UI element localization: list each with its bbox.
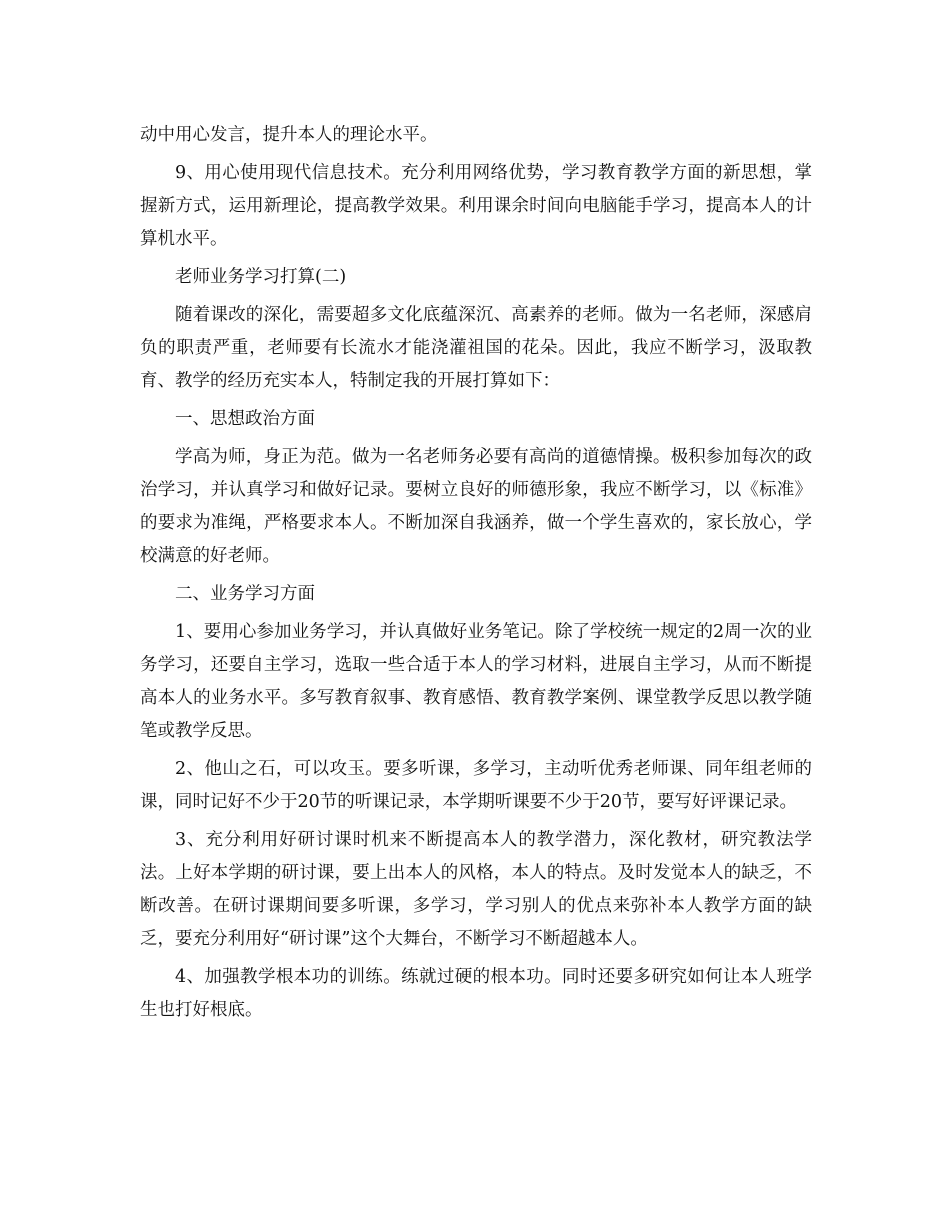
paragraph-item-4: 4、加强教学根本功的训练。练就过硬的根本功。同时还要多研究如何让本人班学生也打好根底。 bbox=[140, 967, 812, 1020]
paragraph-item-3: 3、充分利用好研讨课时机来不断提高本人的教学潜力，深化教材，研究教法学法。上好本学期的研讨课，要上出本人的风格，本人的特点。及时发觉本人的缺乏，不断改善。在研讨课期间要多听课，多学习，学习别人的优点来弥补本人教学方面的缺乏，要充分利用好“研讨课”这个大舞台，不断学习不断超越本人。 bbox=[140, 830, 812, 949]
paragraph-item-9: 9、用心使用现代信息技术。充分利用网络优势，学习教育教学方面的新思想，掌握新方式，运用新理论，提高教学效果。利用课余时间向电脑能手学习，提高本人的计算机水平。 bbox=[140, 163, 812, 249]
paragraph-ideology: 学高为师，身正为范。做为一名老师务必要有高尚的道德情操。极积参加每次的政治学习，并认真学习和做好记录。要树立良好的师德形象，我应不断学习，以《标准》的要求为准绳，严格要求本人。不断加深自我涵养，做一个学生喜欢的，家长放心，学校满意的好老师。 bbox=[140, 447, 812, 566]
heading-professional-study: 二、业务学习方面 bbox=[175, 584, 315, 604]
paragraph-item-1: 1、要用心参加业务学习，并认真做好业务笔记。除了学校统一规定的2周一次的业务学习，还要自主学习，选取一些合适于本人的学习材料，进展自主学习，从而不断提高本人的业务水平。多写教育叙事、教育感悟、教育教学案例、课堂教学反思以教学随笔或教学反思。 bbox=[140, 622, 812, 741]
paragraph-item-2: 2、他山之石，可以攻玉。要多听课，多学习，主动听优秀老师课、同年组老师的课，同时记好不少于20节的听课记录，本学期听课要不少于20节，要写好评课记录。 bbox=[140, 759, 812, 812]
paragraph-continuation: 动中用心发言，提升本人的理论水平。 bbox=[140, 125, 438, 145]
heading-ideology: 一、思想政治方面 bbox=[175, 409, 315, 429]
document-body bbox=[140, 119, 812, 1032]
paragraph-intro: 随着课改的深化，需要超多文化底蕴深沉、高素养的老师。做为一名老师，深感肩负的职责严重，老师要有长流水才能浇灌祖国的花朵。因此，我应不断学习，汲取教育、教学的经历充实本人，特制定我的开展打算如下： bbox=[140, 305, 812, 391]
section-title: 老师业务学习打算(二) bbox=[175, 267, 347, 287]
